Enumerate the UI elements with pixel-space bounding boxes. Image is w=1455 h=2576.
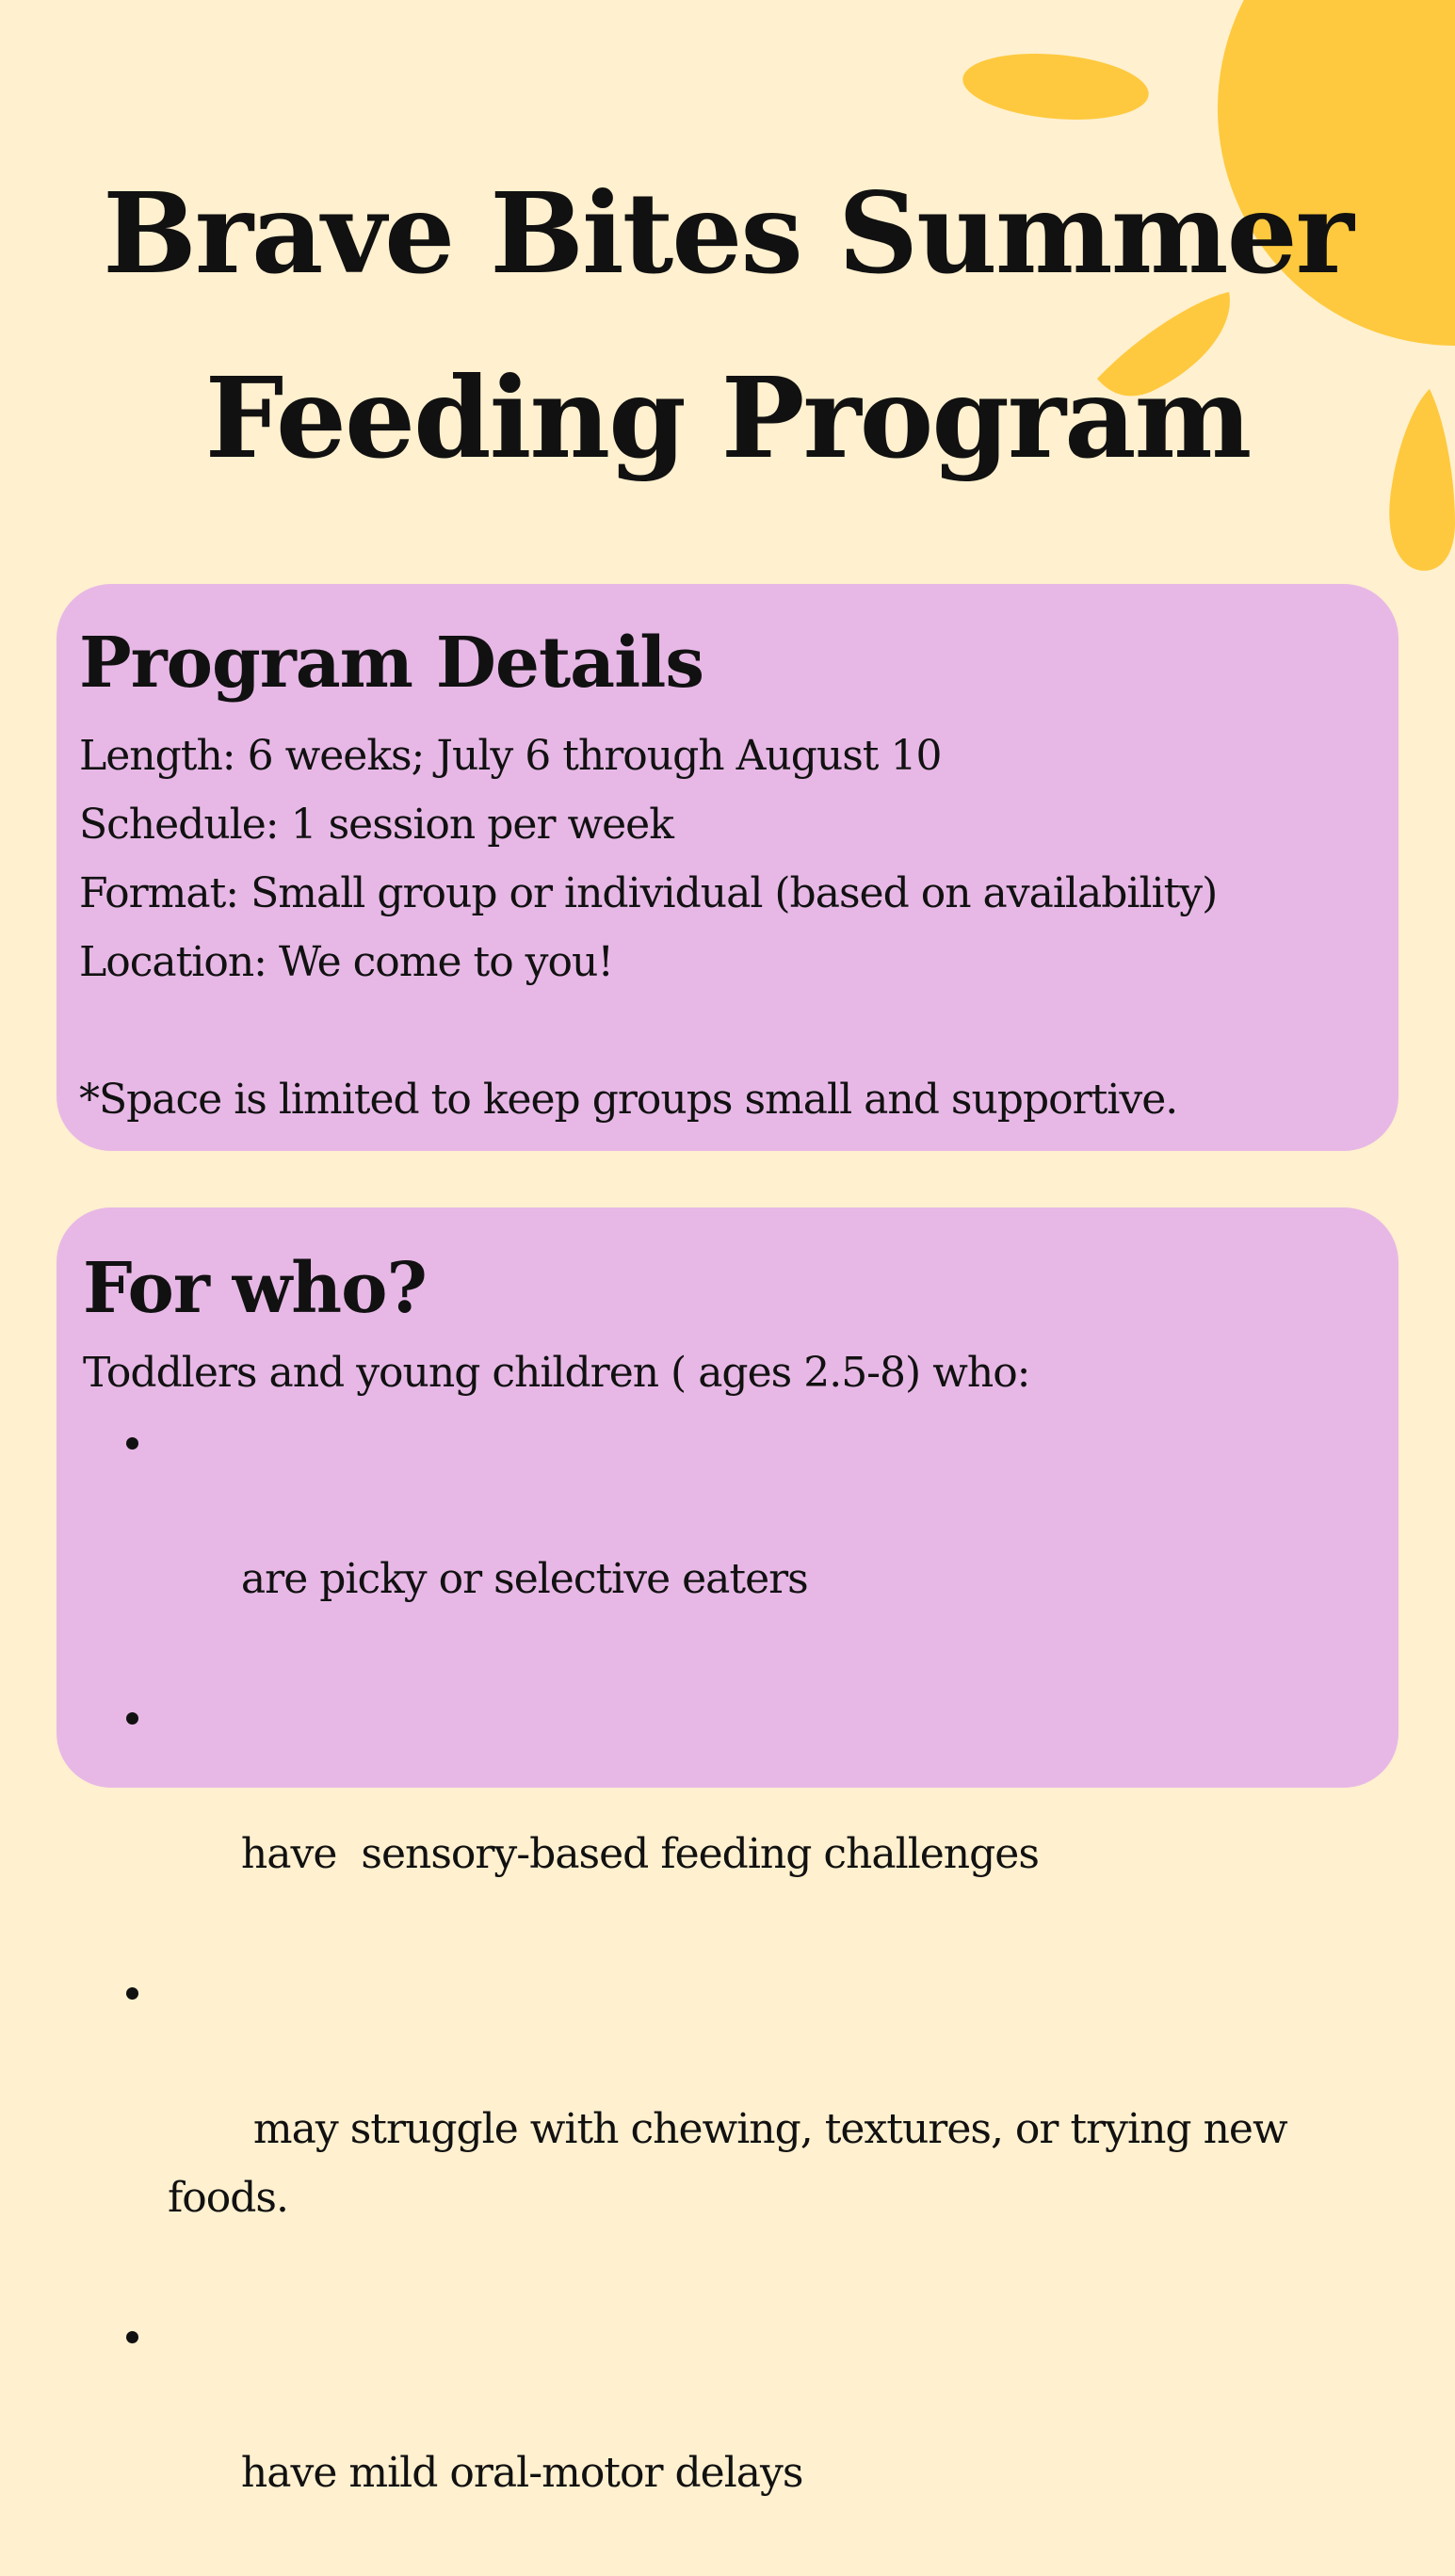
program-details-heading: Program Details xyxy=(79,623,703,704)
sun-ray-top xyxy=(960,47,1151,127)
for-who-intro: Toddlers and young children ( ages 2.5-8) who: xyxy=(83,1349,1030,1397)
program-details-card xyxy=(57,584,1398,1151)
length-line: Length: 6 weeks; July 6 through August 10 xyxy=(79,732,942,780)
title-line-2: Feeding Program xyxy=(204,352,1251,483)
list-item-text: have sensory-based feeding challenges xyxy=(240,1830,1039,1878)
page-title xyxy=(0,141,1455,510)
schedule-line: Schedule: 1 session per week xyxy=(79,801,673,849)
spacer xyxy=(79,996,1376,1065)
format-line: Format: Small group or individual (based on availability) xyxy=(79,869,1218,917)
list-item xyxy=(83,2301,1376,2576)
title-line-1: Brave Bites Summer xyxy=(103,168,1352,299)
list-item-text: have mild oral-motor delays xyxy=(240,2449,803,2497)
list-item-text: are picky or selective eaters xyxy=(240,1555,808,1603)
bullet-icon xyxy=(126,1987,138,2000)
list-item xyxy=(83,1682,1376,1957)
list-item-text: may struggle with chewing, textures, or trying new foods. xyxy=(168,2105,1300,2222)
bullet-icon xyxy=(126,2331,138,2343)
space-note: *Space is limited to keep groups small and supportive. xyxy=(79,1076,1178,1124)
for-who-heading: For who? xyxy=(83,1248,427,1329)
list-item xyxy=(83,1407,1376,1682)
bullet-icon xyxy=(126,1437,138,1450)
bullet-icon xyxy=(126,1712,138,1725)
for-who-card xyxy=(57,1207,1398,2497)
criteria-list xyxy=(83,1407,1376,2576)
location-line: Location: We come to you! xyxy=(79,938,614,986)
list-item xyxy=(83,1957,1376,2301)
